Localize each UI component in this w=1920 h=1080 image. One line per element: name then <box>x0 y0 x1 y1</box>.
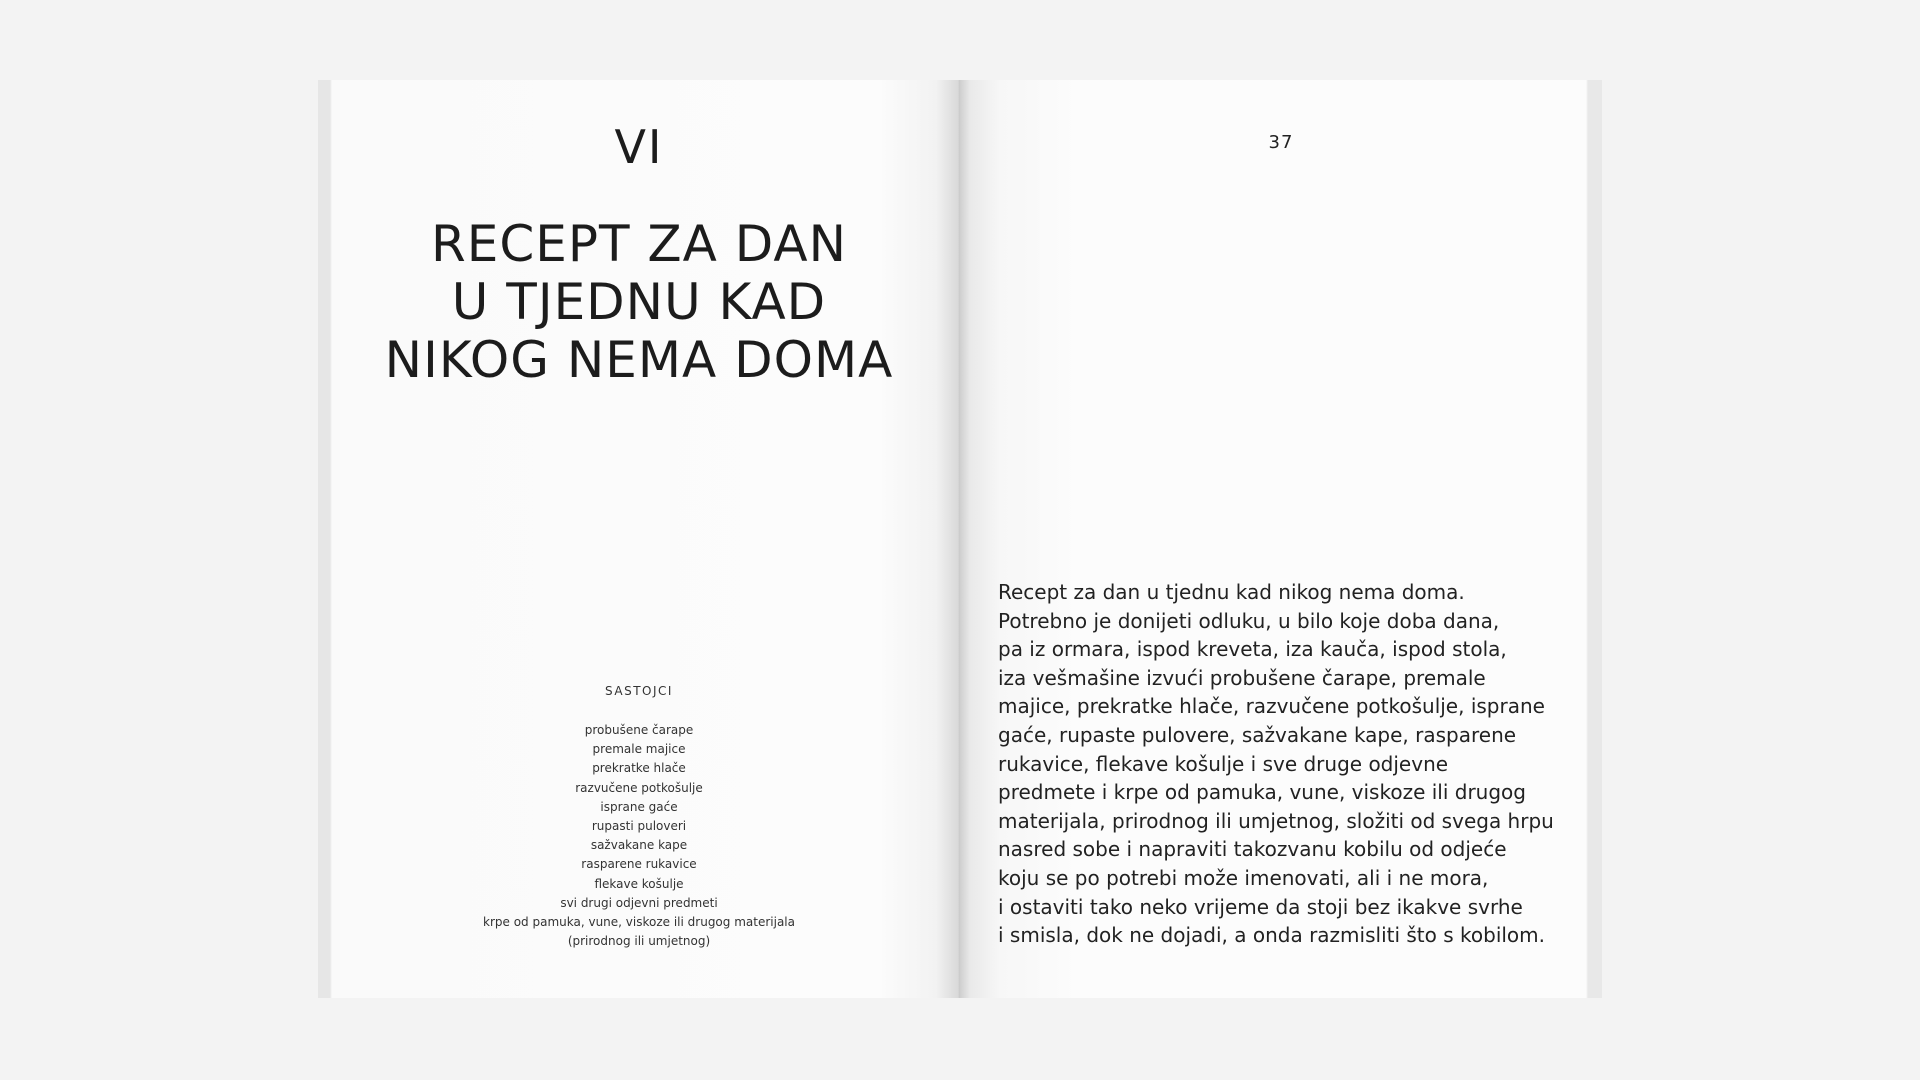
ingredient-item: svi drugi odjevni predmeti <box>560 895 718 910</box>
page-number: 37 <box>1268 132 1294 153</box>
right-page <box>960 80 1602 998</box>
ingredients-heading: SASTOJCI <box>605 684 673 698</box>
chapter-title <box>318 215 960 389</box>
body-line: koju se po potrebi može imenovati, ali i ne mora, <box>998 865 1489 890</box>
chapter-title-line: U TJEDNU KAD <box>451 273 827 331</box>
body-line: nasred sobe i napraviti takozvanu kobilu od odjeće <box>998 837 1507 862</box>
ingredient-item: prekratke hlače <box>592 761 686 776</box>
ingredient-item: premale majice <box>592 742 686 757</box>
body-line: majice, prekratke hlače, razvučene potkošulje, isprane <box>998 694 1545 719</box>
ingredient-item: sažvakane kape <box>590 838 688 853</box>
ingredient-item: isprane gaće <box>600 799 678 814</box>
open-book <box>318 80 1602 998</box>
body-line: Recept za dan u tjednu kad nikog nema doma. <box>998 580 1465 604</box>
ingredient-item: rasparene rukavice <box>581 857 697 872</box>
body-line: materijala, prirodnog ili umjetnog, složiti od svega hrpu <box>998 808 1554 833</box>
body-line: i smisla, dok ne dojadi, a onda razmisliti što s kobilom. <box>998 923 1546 948</box>
body-text <box>998 578 1578 950</box>
body-line: rukavice, flekave košulje i sve druge odjevne <box>998 751 1449 776</box>
ingredient-item: flekave košulje <box>594 876 684 891</box>
ingredient-item: (prirodnog ili umjetnog) <box>567 934 711 949</box>
body-line: predmete i krpe od pamuka, vune, viskoze ili drugog <box>998 780 1526 805</box>
body-line: pa iz ormara, ispod kreveta, iza kauča, ispod stola, <box>998 637 1507 662</box>
chapter-number: VI <box>614 120 664 174</box>
chapter-title-line: RECEPT ZA DAN <box>430 215 847 273</box>
body-line: iza vešmašine izvući probušene čarape, premale <box>998 665 1486 690</box>
body-line: i ostaviti tako neko vrijeme da stoji bez ikakve svrhe <box>998 894 1523 919</box>
left-page <box>318 80 960 998</box>
chapter-title-line: NIKOG NEMA DOMA <box>384 331 894 389</box>
body-line: gaće, rupaste pulovere, sažvakane kape, rasparene <box>998 722 1517 747</box>
ingredient-item: razvučene potkošulje <box>575 780 703 795</box>
ingredient-item: rupasti puloveri <box>591 819 687 834</box>
ingredient-item: krpe od pamuka, vune, viskoze ili drugog materijala <box>483 915 795 930</box>
ingredients-list <box>318 721 960 951</box>
body-line: Potrebno je donijeti odluku, u bilo koje doba dana, <box>998 608 1500 633</box>
ingredient-item: probušene čarape <box>584 723 694 737</box>
